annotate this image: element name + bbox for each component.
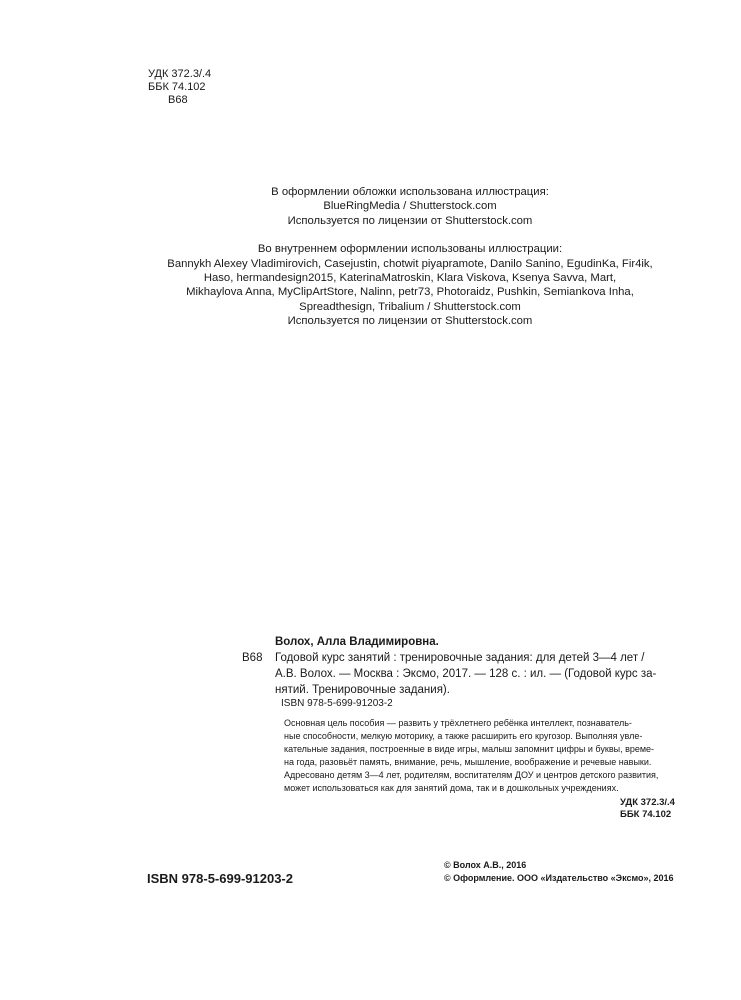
annotation-line: кательные задания, построенные в виде игры, малыш запомнит цифры и буквы, време- xyxy=(284,744,655,754)
udk-code: УДК 372.3/.4 xyxy=(148,68,212,80)
inner-credit-heading: Во внутреннем оформлении использованы иллюстрации: xyxy=(257,243,563,256)
inner-credit-line: Mikhaylova Anna, MyClipArtStore, Nalinn, petr73, Photoraidz, Pushkin, Semiankova Inha, xyxy=(186,286,634,299)
annotation-line: на года, разовьёт память, внимание, речь, мышление, воображение и речевые навыки. xyxy=(284,757,652,767)
copyright-author: © Волох А.В., 2016 xyxy=(444,860,527,870)
annotation-line: Основная цель пособия — развить у трёхлетнего ребёнка интеллект, познаватель- xyxy=(284,718,632,728)
inner-credit-line: Bannykh Alexey Vladimirovich, Casejustin, chotwit piyapramote, Danilo Sanino, EgudinKa, Fir4ik, xyxy=(167,257,653,270)
illustration-credits xyxy=(150,185,670,329)
cover-credit-author: BlueRingMedia / Shutterstock.com xyxy=(323,200,497,213)
author-mark: В68 xyxy=(168,94,188,106)
card-isbn: ISBN 978-5-699-91203-2 xyxy=(281,698,393,709)
card-author: Волох, Алла Владимировна. xyxy=(275,636,439,648)
card-udk: УДК 372.3/.4 xyxy=(620,797,675,808)
classification-block xyxy=(148,68,211,107)
bbk-code: ББК 74.102 xyxy=(148,81,206,93)
card-classification xyxy=(620,797,675,821)
inner-credit-license: Используется по лицензии от Shutterstock.com xyxy=(287,315,533,328)
annotation-line: Адресовано детям 3—4 лет, родителям, воспитателям ДОУ и центров детского развития, xyxy=(284,770,659,780)
cover-credit-license: Используется по лицензии от Shutterstock.com xyxy=(287,214,533,227)
card-bbk: ББК 74.102 xyxy=(620,809,672,820)
inner-credit-line: Haso, hermandesign2015, KaterinaMatroskin, Klara Viskova, Ksenya Savva, Mart, xyxy=(203,272,617,285)
annotation-line: может использоваться как для занятий дома, так и в дошкольных учреждениях. xyxy=(284,783,619,793)
bib-line: Годовой курс занятий : тренировочные задания: для детей 3—4 лет / xyxy=(275,652,645,664)
annotation-line: ные способности, мелкую моторику, а также расширить его кругозор. Выполняя увле- xyxy=(284,731,643,741)
copyright-design: © Оформление. ООО «Издательство «Эксмо», 2016 xyxy=(444,873,674,883)
cover-credit-heading: В оформлении обложки использована иллюстрация: xyxy=(271,186,549,198)
bib-line: А.В. Волох. — Москва : Эксмо, 2017. — 128 с. : ил. — (Годовой курс за- xyxy=(275,668,657,680)
card-author-mark: В68 xyxy=(242,652,263,664)
isbn: ISBN 978-5-699-91203-2 xyxy=(147,871,293,886)
bib-line: нятий. Тренировочные задания). xyxy=(275,684,450,696)
inner-credit-line: Spreadthesign, Tribalium / Shutterstock.com xyxy=(299,300,521,313)
copyright-block xyxy=(444,859,674,885)
